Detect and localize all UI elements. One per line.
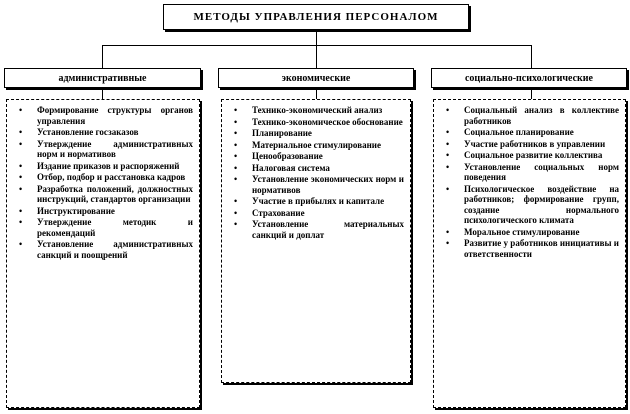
list-item: • Формирование структуры органов управления xyxy=(19,105,193,126)
list-item: • Участие работников в управлении xyxy=(446,138,606,149)
list-item: • Установление материальных санкций и доплат xyxy=(234,219,404,240)
connector-right-down xyxy=(531,90,532,99)
connector-right xyxy=(531,45,532,68)
list-item: • Издание приказов и распоряжений xyxy=(19,160,180,171)
connector-left-down xyxy=(102,90,103,99)
list-item: • Утверждение административных норм и нормативов xyxy=(19,138,193,159)
connector-middle xyxy=(316,45,317,68)
category-socio-psychological: социально-психологические xyxy=(431,68,627,88)
list-item: • Установление госзаказов xyxy=(19,127,139,137)
list-item: • Технико-экономическое обоснование xyxy=(234,116,403,127)
list-item: • Участие в прибылях и капитале xyxy=(234,196,385,206)
list-item: • Инструктирование xyxy=(19,205,115,216)
list-item: • Технико-экономический анализ xyxy=(234,105,383,115)
list-item: • Планирование xyxy=(234,128,312,138)
list-item: • Материальное стимулирование xyxy=(234,139,381,150)
panel-socio-psychological xyxy=(433,99,626,408)
list-item: • Социальный анализ в коллективе работников xyxy=(446,105,619,126)
list-item: • Моральное стимулирование xyxy=(446,226,580,237)
list-item: • Ценообразование xyxy=(234,151,323,161)
list-item: • Установление административных санкций и поощрений xyxy=(19,239,193,260)
list-item: • Отбор, подбор и расстановка кадров xyxy=(19,172,186,182)
list-item: • Развитие у работников инициативы и ответственности xyxy=(446,238,619,259)
connector-left xyxy=(102,45,103,68)
list-item: • Социальное развитие коллектива xyxy=(446,150,603,160)
list-item: • Страхование xyxy=(234,207,305,218)
panel-administrative xyxy=(6,99,200,408)
diagram-title: МЕТОДЫ УПРАВЛЕНИЯ ПЕРСОНАЛОМ xyxy=(163,4,469,30)
list-item: • Социальное планирование xyxy=(446,127,574,137)
list-item: • Психологическое воздействие на работников; формирование групп, создание нормального психологического климата xyxy=(446,183,619,225)
list-item: • Налоговая система xyxy=(234,162,330,173)
category-administrative: административные xyxy=(4,68,201,88)
panel-economic xyxy=(221,99,411,383)
category-economic: экономические xyxy=(218,68,414,88)
list-item: • Установление социальных норм поведения xyxy=(446,161,619,182)
connector-middle-down xyxy=(316,90,317,99)
connector-horizontal xyxy=(102,45,532,46)
connector-trunk xyxy=(316,31,317,45)
list-item: • Установление экономических норм и нормативов xyxy=(234,174,404,195)
list-item: • Утверждение методик и рекомендаций xyxy=(19,217,193,238)
list-item: • Разработка положений, должностных инструкций, стандартов организации xyxy=(19,183,193,204)
